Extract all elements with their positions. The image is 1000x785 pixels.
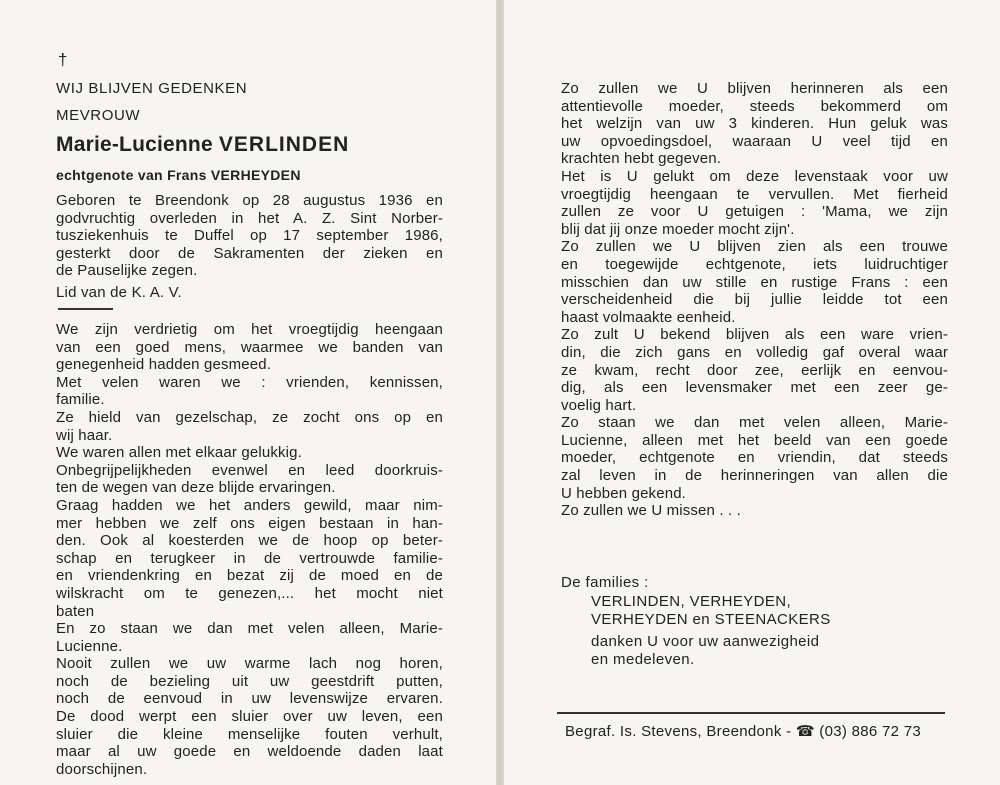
text-line: gesterkt door de Sakramenten der zieken en	[56, 244, 443, 262]
thanks-line-1: danken U voor uw aanwezigheid	[591, 633, 820, 650]
text-line: den. Ook al koesterden we de hoop op beter-	[56, 532, 443, 550]
membership-line: Lid van de K. A. V.	[56, 284, 182, 301]
text-line: tusziekenhuis te Duffel op 17 september 1986,	[56, 227, 443, 245]
remembrance-heading: WIJ BLIJVEN GEDENKEN	[56, 80, 248, 97]
text-line: wij haar.	[56, 426, 113, 444]
text-line: uw opvoedingsdoel, waaraan U veel tijd en	[561, 132, 948, 150]
text-line: het welzijn van uw 3 kinderen. Hun geluk was	[561, 115, 948, 133]
right-body-text	[561, 80, 948, 520]
left-body-text	[56, 321, 443, 778]
biography	[56, 192, 443, 280]
text-line: godvruchtig overleden in het A. Z. Sint Norber-	[56, 209, 443, 227]
families-label: De families :	[561, 574, 649, 591]
text-line: familie.	[56, 391, 105, 409]
text-line: wilskracht om te genezen,... het mocht niet	[56, 584, 443, 602]
text-line: Zo staan we dan met velen alleen, Marie-	[561, 414, 948, 432]
text-line: Zo zullen we U blijven herinneren als een	[561, 80, 948, 97]
text-line: doorschijnen.	[56, 760, 148, 778]
text-line: Ze hield van gezelschap, ze zocht ons op en	[56, 408, 443, 426]
text-line: Het is U gelukt om deze levenstaak voor uw	[561, 167, 948, 185]
text-line: Onbegrijpelijkheden evenwel en leed doorkruis-	[56, 461, 443, 479]
text-line: en toegewijde echtgenote, iets luidruchtiger	[561, 255, 948, 273]
text-line: noch de eenvoud in uw levenswijze ervaren.	[56, 690, 443, 708]
text-line: van een goed mens, waarmee we banden van	[56, 338, 443, 356]
text-line: blij dat jij onze moeder mocht zijn'.	[561, 220, 795, 238]
thanks-line-2: en medeleven.	[591, 651, 695, 668]
text-line: En zo staan we dan met velen alleen, Marie-	[56, 620, 443, 638]
text-line: De dood werpt een sluier over uw leven, een	[56, 708, 443, 726]
text-line: sluier die kleine menselijke fouten verhult,	[56, 725, 443, 743]
text-line: Zo zullen we U blijven zien als een trouwe	[561, 238, 948, 256]
text-line: genegenheid hadden gesmeed.	[56, 356, 272, 374]
text-line: Nooit zullen we uw warme lach nog horen,	[56, 655, 443, 673]
undertaker-footer: Begraf. Is. Stevens, Breendonk - ☎ (03) 886 72 73	[565, 723, 922, 740]
text-line: attentievolle moeder, steeds bekommerd om	[561, 97, 948, 115]
text-line: Geboren te Breendonk op 28 augustus 1936 en	[56, 192, 443, 209]
deceased-name	[56, 133, 349, 157]
first-names: Marie-Lucienne	[56, 133, 213, 156]
text-line: en vriendenkring en bezat zij de moed en de	[56, 567, 443, 585]
text-line: Met velen waren we : vrienden, kennissen,	[56, 373, 443, 391]
text-line: dig, als een levensmaker met een zeer ge-	[561, 379, 948, 397]
text-line: Lucienne.	[56, 637, 123, 655]
text-line: voelig hart.	[561, 396, 637, 414]
cross-symbol: †	[58, 50, 68, 69]
text-line: schap en terugkeer in de vertrouwde familie-	[56, 549, 443, 567]
text-line: U hebben gekend.	[561, 484, 686, 502]
text-line: vroegtijdig heengaan te vervullen. Met fierheid	[561, 185, 948, 203]
text-line: mer hebben we zelf ons eigen bestaan in han-	[56, 514, 443, 532]
title-mevrouw: MEVROUW	[56, 107, 141, 124]
surname: VERLINDEN	[218, 133, 350, 156]
text-line: Zo zult U bekend blijven als een ware vrien-	[561, 326, 948, 344]
text-line: haast volmaakte eenheid.	[561, 308, 736, 326]
text-line: misschien dan uw stille en rustige Frans : een	[561, 273, 948, 291]
text-line: We waren allen met elkaar gelukkig.	[56, 444, 302, 462]
text-line: zullen ze voor U getuigen : 'Mama, we zijn	[561, 203, 948, 221]
text-line: verscheidenheid die bij jullie leidde tot een	[561, 291, 948, 309]
text-line: Lucienne, alleen met het beeld van een goede	[561, 431, 948, 449]
text-line: We zijn verdrietig om het vroegtijdig heengaan	[56, 321, 443, 338]
family-names-2: VERHEYDEN en STEENACKERS	[591, 611, 831, 628]
text-line: baten	[56, 602, 95, 620]
text-line: maar al uw goede en weldoende daden laat	[56, 743, 443, 761]
text-line: krachten hebt gegeven.	[561, 150, 722, 168]
spouse-line: echtgenote van Frans VERHEYDEN	[56, 167, 301, 183]
text-line: ten de wegen van deze blijde ervaringen.	[56, 479, 336, 497]
text-line: noch de bezieling uit uw geestdrift putten,	[56, 672, 443, 690]
text-line: de Pauselijke zegen.	[56, 262, 198, 280]
divider-rule	[58, 308, 113, 310]
text-line: din, die zich gans en volledig gaf overal waar	[561, 343, 948, 361]
family-names-1: VERLINDEN, VERHEYDEN,	[591, 593, 792, 610]
text-line: zal leven in de herinneringen van allen die	[561, 467, 948, 485]
text-line: Graag hadden we het anders gewild, maar nim-	[56, 496, 443, 514]
card-fold	[496, 0, 504, 785]
text-line: Zo zullen we U missen . . .	[561, 502, 741, 520]
footer-rule	[557, 712, 945, 714]
text-line: moeder, echtgenote en vriendin, dat steeds	[561, 449, 948, 467]
text-line: ze kwam, recht door zee, eerlijk en eenvou-	[561, 361, 948, 379]
